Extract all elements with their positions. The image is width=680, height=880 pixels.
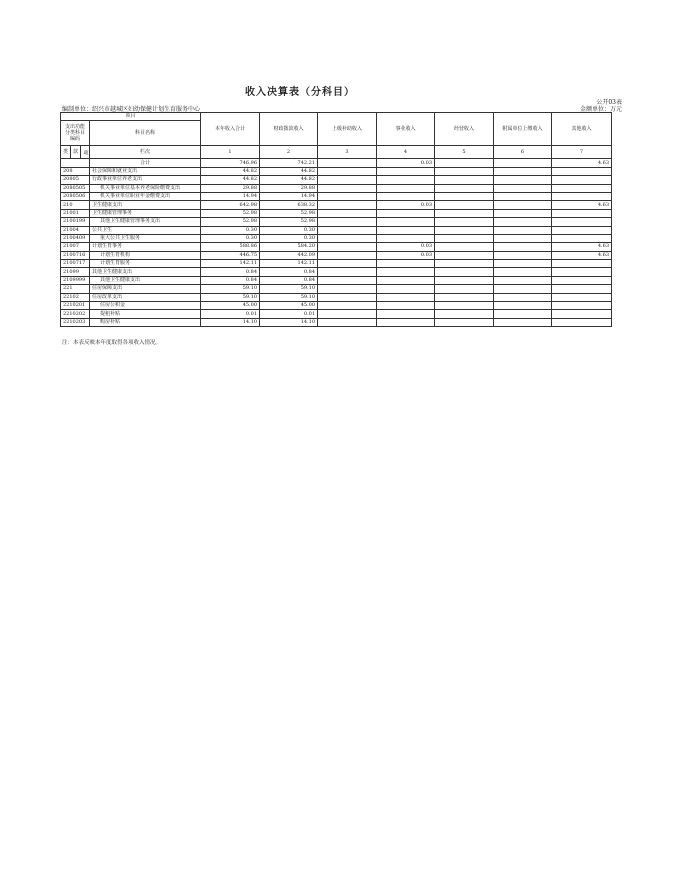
row-name: 卫生健康管理事务 xyxy=(90,209,201,217)
row-value-col-5 xyxy=(435,201,494,209)
row-name: 住房保障支出 xyxy=(90,285,201,293)
col-number-4: 4 xyxy=(377,146,435,159)
row-value-col-5 xyxy=(435,209,494,217)
row-code: 208 xyxy=(61,167,90,175)
header-col-2: 财政拨款收入 xyxy=(260,113,318,146)
table-row xyxy=(61,176,612,184)
row-value-col-3 xyxy=(318,318,377,326)
row-value-col-7: 4.63 xyxy=(552,251,612,259)
unit-label: 金额单位：万元 xyxy=(579,106,622,113)
row-code: 221 xyxy=(61,285,90,293)
row-name: 行政事业单位养老支出 xyxy=(90,176,201,184)
row-code: 2080505 xyxy=(61,184,90,192)
row-code: 2210202 xyxy=(61,310,90,318)
row-value-col-5 xyxy=(435,218,494,226)
row-name: 其他卫生健康管理事务支出 xyxy=(90,218,201,226)
row-value-col-2: 442.09 xyxy=(260,251,318,259)
row-value-col-5 xyxy=(435,184,494,192)
row-value-col-5 xyxy=(435,268,494,276)
row-name: 机关事业单位基本养老保险缴费支出 xyxy=(90,184,201,192)
row-value-col-5 xyxy=(435,176,494,184)
table-row xyxy=(61,251,612,259)
table-row xyxy=(61,276,612,284)
row-value-col-7 xyxy=(552,276,612,284)
header-xiang: 项 xyxy=(81,146,90,159)
row-value-col-4 xyxy=(377,234,435,242)
row-value-col-3 xyxy=(318,293,377,301)
row-value-col-4 xyxy=(377,176,435,184)
row-value-col-3 xyxy=(318,310,377,318)
row-value-col-1: 52.98 xyxy=(201,209,260,217)
row-value-col-3 xyxy=(318,234,377,242)
row-code: 21001 xyxy=(61,209,90,217)
row-code: 2100409 xyxy=(61,234,90,242)
row-value-col-3 xyxy=(318,268,377,276)
row-name: 公共卫生 xyxy=(90,226,201,234)
table-row xyxy=(61,218,612,226)
row-value-col-3 xyxy=(318,276,377,284)
row-value-col-7 xyxy=(552,184,612,192)
row-value-col-1: 0.84 xyxy=(201,276,260,284)
row-value-col-4 xyxy=(377,268,435,276)
header-kuan: 款 xyxy=(71,146,81,159)
row-value-col-2: 59.10 xyxy=(260,293,318,301)
row-value-col-6 xyxy=(494,293,552,301)
row-value-col-6 xyxy=(494,218,552,226)
header-col-7: 其他收入 xyxy=(552,113,612,146)
row-name: 社会保障和就业支出 xyxy=(90,167,201,175)
row-value-col-2: 14.94 xyxy=(260,192,318,200)
row-code: 2109999 xyxy=(61,276,90,284)
row-value-col-4 xyxy=(377,310,435,318)
row-value-col-3 xyxy=(318,226,377,234)
row-value-col-4 xyxy=(377,167,435,175)
row-value-col-1: 0.30 xyxy=(201,234,260,242)
row-value-col-4 xyxy=(377,218,435,226)
row-name: 合计 xyxy=(90,159,201,167)
row-value-col-5 xyxy=(435,302,494,310)
row-value-col-3 xyxy=(318,302,377,310)
row-value-col-5 xyxy=(435,234,494,242)
row-value-col-2: 29.88 xyxy=(260,184,318,192)
table-row xyxy=(61,234,612,242)
table-row xyxy=(61,226,612,234)
org-label: 编制单位：绍兴市越城区妇幼保健计划生育服务中心 xyxy=(62,106,201,113)
row-value-col-7: 4.63 xyxy=(552,159,612,167)
col-number-3: 3 xyxy=(318,146,377,159)
table-row xyxy=(61,285,612,293)
row-value-col-1: 0.01 xyxy=(201,310,260,318)
row-value-col-1: 142.11 xyxy=(201,260,260,268)
row-value-col-6 xyxy=(494,167,552,175)
row-value-col-7 xyxy=(552,268,612,276)
row-value-col-2: 52.98 xyxy=(260,218,318,226)
row-value-col-3 xyxy=(318,218,377,226)
row-value-col-2: 44.82 xyxy=(260,167,318,175)
row-code: 210 xyxy=(61,201,90,209)
row-value-col-1: 0.30 xyxy=(201,226,260,234)
row-value-col-3 xyxy=(318,167,377,175)
row-value-col-1: 446.75 xyxy=(201,251,260,259)
row-name: 卫生健康支出 xyxy=(90,201,201,209)
row-value-col-7: 4.63 xyxy=(552,243,612,251)
table-row xyxy=(61,302,612,310)
row-value-col-4 xyxy=(377,209,435,217)
row-name: 住房公积金 xyxy=(90,302,201,310)
col-number-2: 2 xyxy=(260,146,318,159)
row-value-col-6 xyxy=(494,234,552,242)
row-value-col-3 xyxy=(318,192,377,200)
header-subject-name: 科目名称 xyxy=(90,121,201,146)
row-value-col-2: 0.84 xyxy=(260,276,318,284)
row-code: 21099 xyxy=(61,268,90,276)
row-value-col-4 xyxy=(377,276,435,284)
row-value-col-5 xyxy=(435,310,494,318)
row-name: 提租补贴 xyxy=(90,310,201,318)
table-row xyxy=(61,268,612,276)
row-name: 住房改革支出 xyxy=(90,293,201,301)
row-value-col-1: 44.82 xyxy=(201,167,260,175)
row-value-col-6 xyxy=(494,159,552,167)
header-col-4: 事业收入 xyxy=(377,113,435,146)
table-row xyxy=(61,184,612,192)
table-row xyxy=(61,209,612,217)
row-value-col-7 xyxy=(552,176,612,184)
row-name: 计划生育事务 xyxy=(90,243,201,251)
row-value-col-2: 0.30 xyxy=(260,234,318,242)
row-value-col-5 xyxy=(435,251,494,259)
row-name: 其他卫生健康支出 xyxy=(90,276,201,284)
row-value-col-3 xyxy=(318,260,377,268)
header-col-6: 附属单位上缴收入 xyxy=(494,113,552,146)
row-value-col-3 xyxy=(318,209,377,217)
row-name: 其他卫生健康支出 xyxy=(90,268,201,276)
header-code-group: 支出功能分类科目编码 xyxy=(61,121,90,146)
row-value-col-5 xyxy=(435,285,494,293)
row-value-col-3 xyxy=(318,184,377,192)
row-value-col-6 xyxy=(494,318,552,326)
row-value-col-6 xyxy=(494,251,552,259)
row-code: 22102 xyxy=(61,293,90,301)
row-value-col-2: 59.10 xyxy=(260,285,318,293)
table-row xyxy=(61,293,612,301)
table-row xyxy=(61,318,612,326)
row-value-col-3 xyxy=(318,251,377,259)
row-name: 机关事业单位职业年金缴费支出 xyxy=(90,192,201,200)
row-value-col-2: 0.30 xyxy=(260,226,318,234)
row-value-col-7 xyxy=(552,226,612,234)
row-value-col-1: 642.98 xyxy=(201,201,260,209)
row-value-col-6 xyxy=(494,310,552,318)
row-value-col-2: 742.21 xyxy=(260,159,318,167)
row-value-col-7 xyxy=(552,302,612,310)
table-row xyxy=(61,260,612,268)
row-value-col-1: 59.10 xyxy=(201,285,260,293)
header-item: 项目 xyxy=(61,113,201,121)
row-value-col-3 xyxy=(318,201,377,209)
row-code: 2210201 xyxy=(61,302,90,310)
row-value-col-6 xyxy=(494,243,552,251)
row-value-col-5 xyxy=(435,243,494,251)
col-number-5: 5 xyxy=(435,146,494,159)
col-number-6: 6 xyxy=(494,146,552,159)
row-value-col-2: 14.10 xyxy=(260,318,318,326)
row-value-col-4 xyxy=(377,302,435,310)
row-value-col-1: 52.98 xyxy=(201,218,260,226)
row-value-col-1: 0.84 xyxy=(201,268,260,276)
row-value-col-2: 44.82 xyxy=(260,176,318,184)
row-value-col-4 xyxy=(377,285,435,293)
row-value-col-1: 746.96 xyxy=(201,159,260,167)
row-code: 2100199 xyxy=(61,218,90,226)
row-value-col-1: 588.86 xyxy=(201,243,260,251)
row-name: 购房补贴 xyxy=(90,318,201,326)
table-row xyxy=(61,192,612,200)
row-value-col-7 xyxy=(552,285,612,293)
row-value-col-2: 0.84 xyxy=(260,268,318,276)
header-row-item xyxy=(61,113,612,121)
row-value-col-5 xyxy=(435,293,494,301)
row-value-col-5 xyxy=(435,159,494,167)
row-value-col-2: 0.01 xyxy=(260,310,318,318)
row-value-col-6 xyxy=(494,209,552,217)
row-value-col-5 xyxy=(435,276,494,284)
row-value-col-7 xyxy=(552,310,612,318)
table-row xyxy=(61,167,612,175)
row-value-col-6 xyxy=(494,260,552,268)
row-value-col-5 xyxy=(435,167,494,175)
row-value-col-1: 29.88 xyxy=(201,184,260,192)
row-value-col-2: 45.00 xyxy=(260,302,318,310)
col-number-7: 7 xyxy=(552,146,612,159)
row-code: 2100717 xyxy=(61,260,90,268)
row-code: 20805 xyxy=(61,176,90,184)
row-value-col-7 xyxy=(552,209,612,217)
row-value-col-6 xyxy=(494,192,552,200)
row-value-col-1: 45.00 xyxy=(201,302,260,310)
row-value-col-4: 0.03 xyxy=(377,201,435,209)
row-value-col-4: 0.03 xyxy=(377,243,435,251)
row-code: 2100716 xyxy=(61,251,90,259)
header-col-1: 本年收入合计 xyxy=(201,113,260,146)
table-note: 注：本表反映本年度取得各项收入情况。 xyxy=(62,340,162,346)
income-table xyxy=(60,112,612,327)
row-name: 计划生育机构 xyxy=(90,251,201,259)
row-value-col-7 xyxy=(552,293,612,301)
row-value-col-4 xyxy=(377,293,435,301)
row-name: 计划生育服务 xyxy=(90,260,201,268)
row-value-col-6 xyxy=(494,201,552,209)
row-value-col-2: 584.20 xyxy=(260,243,318,251)
row-value-col-6 xyxy=(494,276,552,284)
report-title: 收入决算表（分科目） xyxy=(245,87,355,98)
row-value-col-4: 0.03 xyxy=(377,251,435,259)
row-value-col-6 xyxy=(494,184,552,192)
row-value-col-4 xyxy=(377,260,435,268)
row-value-col-7 xyxy=(552,318,612,326)
row-value-col-4 xyxy=(377,192,435,200)
row-value-col-7 xyxy=(552,234,612,242)
row-code: 21007 xyxy=(61,243,90,251)
row-code xyxy=(61,159,90,167)
row-value-col-3 xyxy=(318,243,377,251)
row-value-col-3 xyxy=(318,159,377,167)
row-value-col-2: 142.11 xyxy=(260,260,318,268)
row-code: 2080506 xyxy=(61,192,90,200)
header-col-5: 经营收入 xyxy=(435,113,494,146)
row-value-col-4 xyxy=(377,184,435,192)
table-row xyxy=(61,310,612,318)
table-row xyxy=(61,243,612,251)
row-value-col-3 xyxy=(318,176,377,184)
row-value-col-7 xyxy=(552,218,612,226)
row-code: 2210203 xyxy=(61,318,90,326)
row-value-col-4: 0.03 xyxy=(377,159,435,167)
row-value-col-1: 14.10 xyxy=(201,318,260,326)
row-value-col-1: 14.94 xyxy=(201,192,260,200)
header-col-3: 上级补助收入 xyxy=(318,113,377,146)
row-name: 重大公共卫生服务 xyxy=(90,234,201,242)
row-value-col-2: 638.32 xyxy=(260,201,318,209)
header-lei: 类 xyxy=(61,146,71,159)
row-value-col-6 xyxy=(494,302,552,310)
header-lanci: 栏次 xyxy=(90,146,201,159)
row-value-col-6 xyxy=(494,226,552,234)
row-value-col-6 xyxy=(494,268,552,276)
row-code: 21004 xyxy=(61,226,90,234)
form-number: 公开03表 xyxy=(596,99,622,106)
row-value-col-7 xyxy=(552,167,612,175)
row-value-col-1: 44.82 xyxy=(201,176,260,184)
row-value-col-7 xyxy=(552,260,612,268)
table-row-total xyxy=(61,159,612,167)
row-value-col-6 xyxy=(494,285,552,293)
row-value-col-3 xyxy=(318,285,377,293)
row-value-col-6 xyxy=(494,176,552,184)
col-number-1: 1 xyxy=(201,146,260,159)
header-row-numbers xyxy=(61,146,612,159)
row-value-col-5 xyxy=(435,226,494,234)
table-row xyxy=(61,201,612,209)
row-value-col-7 xyxy=(552,192,612,200)
row-value-col-4 xyxy=(377,318,435,326)
row-value-col-2: 52.98 xyxy=(260,209,318,217)
row-value-col-5 xyxy=(435,260,494,268)
row-value-col-4 xyxy=(377,226,435,234)
row-value-col-5 xyxy=(435,192,494,200)
row-value-col-7: 4.63 xyxy=(552,201,612,209)
row-value-col-5 xyxy=(435,318,494,326)
row-value-col-1: 59.10 xyxy=(201,293,260,301)
